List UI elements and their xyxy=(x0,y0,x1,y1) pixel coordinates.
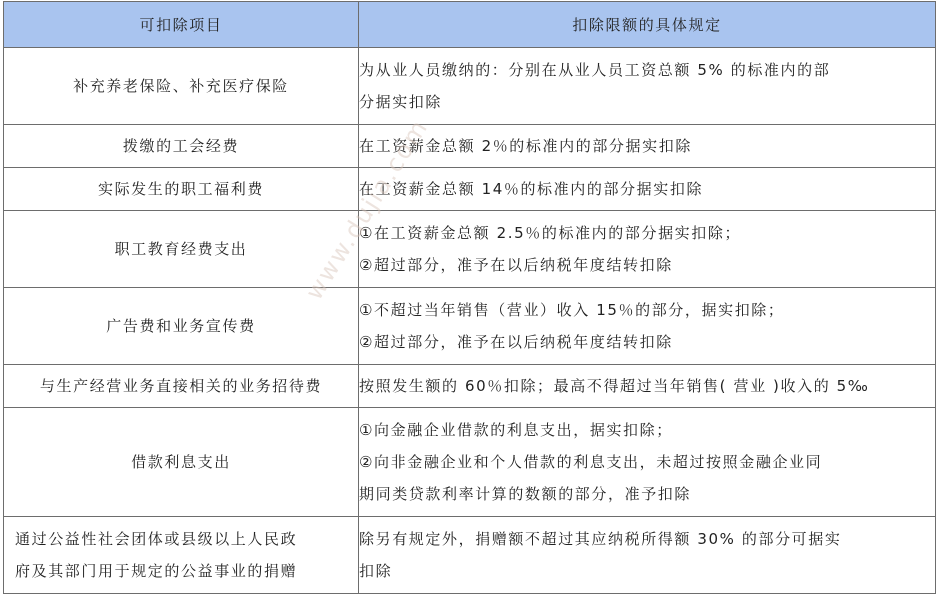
item-cell: 实际发生的职工福利费 xyxy=(4,168,359,211)
table-row xyxy=(4,408,936,517)
item-cell: 拨缴的工会经费 xyxy=(4,125,359,168)
item-cell: 广告费和业务宣传费 xyxy=(4,288,359,365)
header-deductible-item: 可扣除项目 xyxy=(4,2,359,48)
table-row xyxy=(4,48,936,125)
rule-line: ②向非金融企业和个人借款的利息支出，未超过按照金融企业同 xyxy=(359,453,823,471)
item-cell: 补充养老保险、补充医疗保险 xyxy=(4,48,359,125)
header-deduction-limit: 扣除限额的具体规定 xyxy=(359,2,936,48)
item-line: 通过公益性社会团体或县级以上人民政 xyxy=(15,530,298,548)
watermark: www.dujia.com xyxy=(300,113,434,305)
rule-cell xyxy=(359,408,936,517)
rule-cell xyxy=(359,517,936,594)
rule-cell xyxy=(359,211,936,288)
rule-line: 期同类贷款利率计算的数额的部分，准予扣除 xyxy=(359,485,692,503)
rule-line: ①向金融企业借款的利息支出，据实扣除； xyxy=(359,421,673,439)
rule-line: ②超过部分，准予在以后纳税年度结转扣除 xyxy=(359,256,673,274)
table-row xyxy=(4,211,936,288)
table-row xyxy=(4,168,936,211)
rule-line: 扣除 xyxy=(359,562,393,580)
rule-cell xyxy=(359,365,936,408)
table-row xyxy=(4,125,936,168)
table-body xyxy=(4,48,936,594)
rule-line: 按照发生额的 60％扣除；最高不得超过当年销售( 营业 )收入的 5‰ xyxy=(359,377,870,395)
header-row xyxy=(4,2,936,48)
table-row xyxy=(4,365,936,408)
item-cell: 与生产经营业务直接相关的业务招待费 xyxy=(4,365,359,408)
rule-cell xyxy=(359,288,936,365)
rule-cell xyxy=(359,48,936,125)
table-row xyxy=(4,288,936,365)
item-cell: 借款利息支出 xyxy=(4,408,359,517)
table-header xyxy=(4,2,936,48)
item-line: 府及其部门用于规定的公益事业的捐赠 xyxy=(15,562,298,580)
rule-line: 在工资薪金总额 14％的标准内的部分据实扣除 xyxy=(359,180,704,198)
rule-line: ②超过部分，准予在以后纳税年度结转扣除 xyxy=(359,333,673,351)
deduction-table xyxy=(3,1,936,594)
table-row xyxy=(4,517,936,594)
rule-cell xyxy=(359,125,936,168)
item-cell xyxy=(4,517,359,594)
rule-line: 除另有规定外，捐赠额不超过其应纳税所得额 30% 的部分可据实 xyxy=(359,530,842,548)
item-cell: 职工教育经费支出 xyxy=(4,211,359,288)
rule-line: 分据实扣除 xyxy=(359,93,443,111)
rule-line: 为从业人员缴纳的：分别在从业人员工资总额 5% 的标准内的部 xyxy=(359,61,831,79)
rule-line: ①不超过当年销售（营业）收入 15％的部分，据实扣除； xyxy=(359,301,785,319)
rule-line: ①在工资薪金总额 2.5％的标准内的部分据实扣除； xyxy=(359,224,742,242)
rule-line: 在工资薪金总额 2％的标准内的部分据实扣除 xyxy=(359,137,692,155)
rule-cell xyxy=(359,168,936,211)
